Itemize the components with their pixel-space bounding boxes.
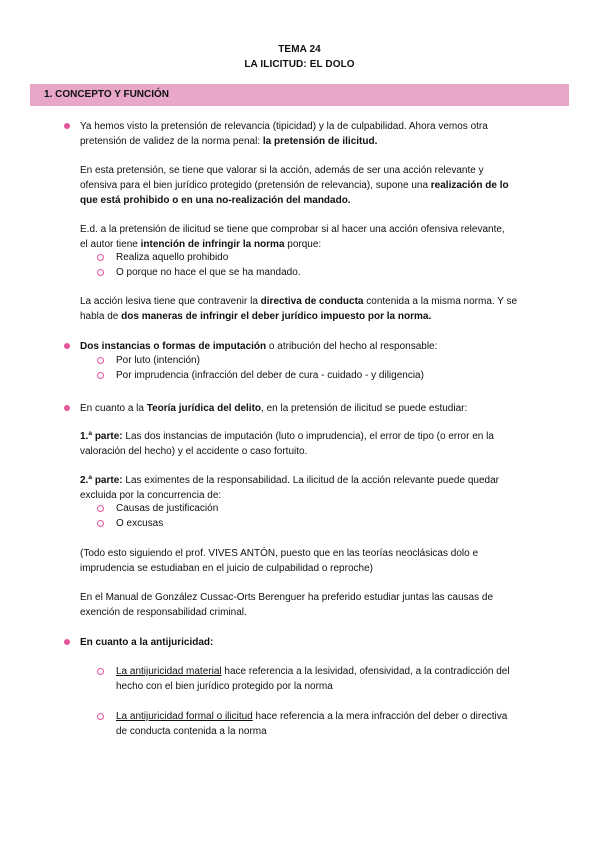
p9-line2: imprudencia se estudiaban en el juicio de culpabilidad o reproche)	[80, 563, 373, 574]
p3-line2-tail: porque:	[284, 239, 322, 250]
p3-line2-text: el autor tiene	[80, 239, 141, 250]
p4-line1-tail: contenida a la misma norma. Y se	[363, 296, 518, 307]
section-header	[30, 84, 569, 106]
p13-line2: de conducta contenida a la norma	[116, 726, 267, 737]
p7-line2: valoración del hecho) y el accidente o caso fortuito.	[80, 446, 308, 457]
p7-line1-bold: 1.ª parte:	[80, 431, 126, 442]
sub-bullet-icon	[97, 505, 104, 512]
p3-sub1: Realiza aquello prohibido	[116, 252, 229, 263]
p1-line1: Ya hemos visto la pretensión de relevancia (tipicidad) y la de culpabilidad. Ahora vemos otra	[80, 121, 488, 132]
p8-line1-text: Las eximentes de la responsabilidad. La ilicitud de la acción relevante puede quedar	[125, 475, 499, 486]
tema-number: TEMA 24	[278, 44, 321, 55]
p13-line1-text: hace referencia a la mera infracción del deber o directiva	[252, 711, 508, 722]
p1-line2-bold: la pretensión de ilicitud.	[262, 136, 378, 147]
sub-bullet-icon	[97, 357, 104, 364]
p10-line1: En el Manual de González Cussac-Orts Berenguer ha preferido estudiar juntas las causas de	[80, 592, 494, 603]
p13-line1	[116, 709, 507, 724]
p8-sub2: O excusas	[116, 518, 164, 529]
p6-line1	[80, 401, 467, 416]
sub-bullet-icon	[97, 269, 104, 276]
p4-line2-text: habla de	[80, 311, 122, 322]
p2-line2-text: ofensiva para el bien jurídico protegido (pretensión de relevancia), supone una	[80, 180, 431, 191]
sub-bullet-icon	[97, 372, 104, 379]
p10-line2: exención de responsabilidad criminal.	[80, 607, 247, 618]
section-title: 1. CONCEPTO Y FUNCIÓN	[44, 89, 170, 100]
p4-line2-bold: dos maneras de infringir el deber jurídico impuesto por la norma.	[121, 311, 432, 322]
p4-line1-text: La acción lesiva tiene que contravenir la	[80, 296, 261, 307]
p7-line1	[80, 429, 494, 444]
p13-line1-underline: La antijuricidad formal o ilicitud	[116, 711, 253, 722]
p2-line3: que está prohibido o en una no-realización del mandado.	[80, 195, 351, 206]
p8-line2: excluida por la concurrencia de:	[80, 490, 222, 501]
p11-line1: En cuanto a la antijuricidad:	[80, 637, 214, 648]
p2-line2-bold: realización de lo	[430, 180, 509, 191]
page-title: LA ILICITUD: EL DOLO	[244, 59, 355, 70]
sub-bullet-icon	[97, 254, 104, 261]
bullet-icon	[64, 405, 70, 411]
p5-line1-text: o atribución del hecho al responsable:	[266, 341, 438, 352]
p5-sub1: Por luto (intención)	[116, 355, 200, 366]
bullet-icon	[64, 123, 70, 129]
p12-line2: hecho con el bien jurídico protegido por la norma	[116, 681, 333, 692]
p12-line1-text: hace referencia a la lesividad, ofensividad, a la contradicción del	[221, 666, 510, 677]
p1-line2	[80, 134, 377, 149]
p3-line2-bold: intención de infringir la norma	[140, 239, 285, 250]
p8-line1-bold: 2.ª parte:	[80, 475, 126, 486]
p6-line1-bold: Teoría jurídica del delito	[146, 403, 262, 414]
p9-line1: (Todo esto siguiendo el prof. VIVES ANTÓN, puesto que en las teorías neoclásicas dolo e	[80, 548, 479, 559]
p5-line1-bold: Dos instancias o formas de imputación	[80, 341, 267, 352]
p7-line1-text: Las dos instancias de imputación (luto o imprudencia), el error de tipo (o error en la	[125, 431, 494, 442]
p12-line1-underline: La antijuricidad material	[116, 666, 222, 677]
p2-line1: En esta pretensión, se tiene que valorar si la acción, además de ser una acción relevante y	[80, 165, 484, 176]
p3-sub2: O porque no hace el que se ha mandado.	[116, 267, 301, 278]
p4-line1	[80, 294, 517, 309]
sub-bullet-icon	[97, 668, 104, 675]
p5-line1	[80, 339, 437, 354]
p5-sub2: Por imprudencia (infracción del deber de cura - cuidado - y diligencia)	[116, 370, 424, 381]
p6-line1-tail: , en la pretensión de ilicitud se puede estudiar:	[261, 403, 468, 414]
p4-line2	[80, 309, 431, 324]
p8-sub1: Causas de justificación	[116, 503, 219, 514]
bullet-icon	[64, 343, 70, 349]
p3-line1: E.d. a la pretensión de ilicitud se tiene que comprobar si al hacer una acción ofensiva relevante,	[80, 224, 505, 235]
bullet-icon	[64, 639, 70, 645]
p2-line2	[80, 178, 509, 193]
p8-line1	[80, 473, 499, 488]
p4-line1-bold: directiva de conducta	[260, 296, 364, 307]
sub-bullet-icon	[97, 520, 104, 527]
p6-line1-text: En cuanto a la	[80, 403, 147, 414]
sub-bullet-icon	[97, 713, 104, 720]
p1-line2-text: pretensión de validez de la norma penal:	[80, 136, 263, 147]
p12-line1	[116, 664, 510, 679]
